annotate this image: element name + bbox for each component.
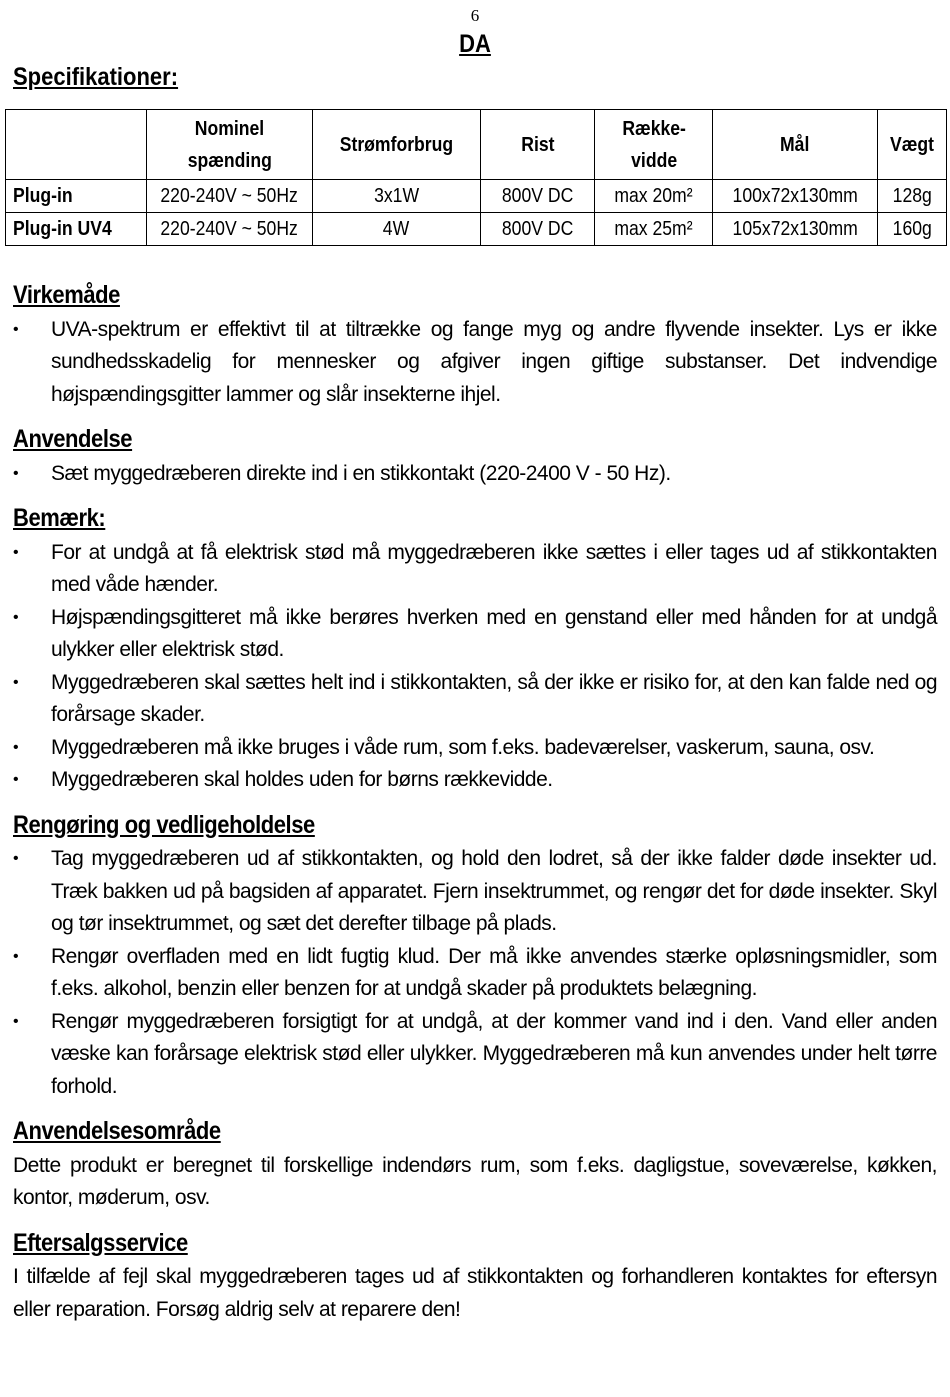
paragraph: I tilfælde af fejl skal myggedræberen tages ud af stikkontakten og forhandleren kontaktes for eftersyn eller reparation. Forsøg aldrig selv at reparere den!	[13, 1265, 937, 1321]
bullet-list	[13, 314, 937, 412]
document-body	[13, 273, 937, 1332]
table-cell: 105x72x130mm	[713, 213, 878, 246]
list-item: • Højspændingsgitteret må ikke berøres hverken med en genstand eller med hånden for at undgå ulykker eller elektrisk stød.	[13, 602, 937, 667]
list-item: • Myggedræberen må ikke bruges i våde rum, som f.eks. badeværelser, vaskerum, sauna, osv.	[13, 732, 937, 765]
table-row	[6, 213, 947, 246]
section-heading: Bemærk:	[13, 504, 106, 532]
table-cell: 220-240V ~ 50Hz	[146, 213, 312, 246]
header-nominal-voltage	[146, 110, 312, 180]
table-cell: 100x72x130mm	[713, 180, 878, 213]
section-eftersalg	[13, 1221, 937, 1327]
list-item: • Tag myggedræberen ud af stikkontakten, og hold den lodret, så der ikke falder døde insekter ud. Træk bakken ud på bagsiden af apparatet. Fjern insektrummet, og rengør det for døde insekter. Skyl og tør insektrummet, og sæt det derefter tilbage på plads.	[13, 843, 937, 941]
specifications-heading: Specifikationer:	[13, 63, 179, 91]
section-anvendelse	[13, 417, 937, 490]
bullet-icon: •	[13, 1012, 19, 1030]
bullet-list	[13, 537, 937, 797]
header-nominal-line2: spænding	[187, 149, 272, 172]
table-cell: max 20m²	[595, 180, 713, 213]
paragraph: Dette produkt er beregnet til forskellige indendørs rum, som f.eks. dagligstue, soveværelse, køkken, kontor, møderum, osv.	[13, 1153, 937, 1209]
table-cell: 3x1W	[312, 180, 480, 213]
section-heading: Rengøring og vedligeholdelse	[13, 810, 315, 839]
section-heading: Eftersalgsservice	[13, 1228, 188, 1257]
header-range-line1: Række-	[621, 117, 686, 140]
table-header-row	[6, 110, 947, 180]
table-row	[6, 180, 947, 213]
list-item: • Sæt myggedræberen direkte ind i en stikkontakt (220-2400 V - 50 Hz).	[13, 458, 937, 491]
bullet-icon: •	[13, 673, 19, 691]
table-cell: 800V DC	[480, 213, 595, 246]
header-power: Strømforbrug	[312, 110, 480, 180]
header-weight: Vægt	[878, 110, 947, 180]
header-range	[595, 110, 713, 180]
table-cell: 800V DC	[480, 180, 595, 213]
table-cell: max 25m²	[595, 213, 713, 246]
table-cell: Plug-in	[6, 180, 147, 213]
list-item: • Myggedræberen skal holdes uden for børns rækkevidde.	[13, 764, 937, 797]
section-heading: Virkemåde	[13, 281, 120, 309]
list-item: • UVA-spektrum er effektivt til at tiltrække og fange myg og andre flyvende insekter. Lys er ikke sundhedsskadelig for mennesker og afgiver ingen giftige substanser. Det indvendige højspændingsgitter lammer og slår insekterne ihjel.	[13, 314, 937, 412]
bullet-icon: •	[13, 320, 19, 338]
bullet-icon: •	[13, 771, 19, 788]
table-cell: 4W	[312, 213, 480, 246]
page-number: 6	[470, 6, 480, 25]
table-cell: 220-240V ~ 50Hz	[146, 180, 312, 213]
bullet-icon: •	[13, 738, 19, 756]
header-range-line2: vidde	[630, 149, 677, 172]
header-dimensions: Mål	[713, 110, 878, 180]
bullet-icon: •	[13, 543, 19, 561]
header-empty	[6, 110, 147, 180]
bullet-icon: •	[13, 608, 19, 626]
section-rengoring	[13, 803, 937, 1104]
list-item: • Rengør overfladen med en lidt fugtig klud. Der må ikke anvendes stærke opløsningsmidler, som f.eks. alkohol, benzin eller benzen for at undgå skader på produktets belægning.	[13, 941, 937, 1006]
list-item: • Rengør myggedræberen forsigtigt for at undgå, at der kommer vand ind i den. Vand eller anden væske kan forårsage elektrisk stød eller ulykker. Myggedræberen må kun anvendes under helt tørre forhold.	[13, 1006, 937, 1104]
section-heading: Anvendelsesområde	[13, 1117, 221, 1145]
bullet-icon: •	[13, 947, 19, 965]
table-cell: 160g	[878, 213, 947, 246]
language-code: DA	[459, 30, 491, 58]
list-item: • Myggedræberen skal sættes helt ind i stikkontakten, så der ikke er risiko for, at den kan falde ned og forårsage skader.	[13, 667, 937, 732]
bullet-icon: •	[13, 850, 19, 867]
list-item: • For at undgå at få elektrisk stød må myggedræberen ikke sættes i eller tages ud af stikkontakten med våde hænder.	[13, 537, 937, 602]
header-grid: Rist	[480, 110, 595, 180]
section-bemaerk	[13, 496, 937, 797]
table-cell: 128g	[878, 180, 947, 213]
bullet-list	[13, 458, 937, 491]
section-virkemade	[13, 273, 937, 411]
section-anvendelsesomrade	[13, 1109, 937, 1215]
section-heading: Anvendelse	[13, 425, 133, 453]
table-cell: Plug-in UV4	[6, 213, 147, 246]
bullet-icon: •	[13, 464, 19, 482]
specifications-table	[5, 109, 947, 246]
header-nominal-line1: Nominel	[194, 117, 265, 140]
bullet-list	[13, 843, 937, 1103]
